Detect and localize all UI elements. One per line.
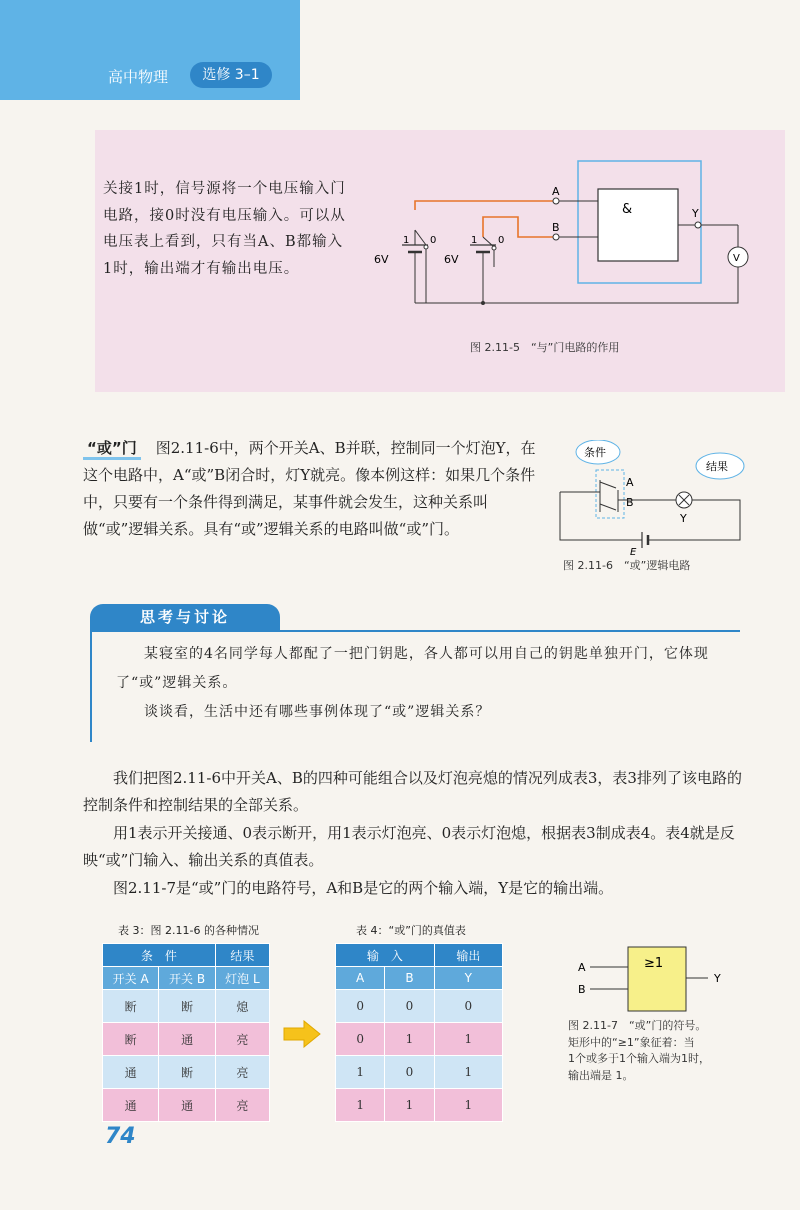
table3-cell: 断 xyxy=(159,990,215,1023)
table4-cell: 0 xyxy=(385,1056,434,1089)
table4-header: B xyxy=(385,967,434,990)
table3-group-header: 条 件 xyxy=(103,944,216,967)
or-gate-symbol-label: ≥1 xyxy=(644,956,664,971)
or-gate-symbol-figure xyxy=(570,945,750,1015)
or-lamp-y-label: Y xyxy=(680,512,687,525)
table4-cell: 1 xyxy=(336,1056,385,1089)
caption-line: 1个或多于1个输入端为1时， xyxy=(568,1052,710,1065)
table4-cell: 0 xyxy=(434,990,502,1023)
table4-group-header: 输 入 xyxy=(336,944,435,967)
table4-cell: 1 xyxy=(336,1089,385,1122)
or-switch-a-label: A xyxy=(626,476,634,489)
table4-header: A xyxy=(336,967,385,990)
body-paragraph-3: 图2.11-7是“或”门的电路符号，A和B是它的两个输入端，Y是它的输出端。 xyxy=(113,879,614,897)
table3-cell: 断 xyxy=(159,1056,215,1089)
caption-line: 图 2.11-7 “或”门的符号。 xyxy=(568,1019,707,1032)
and-gate-symbol: & xyxy=(622,202,633,217)
table4-cell: 1 xyxy=(434,1023,502,1056)
switch-1-off-label: 0 xyxy=(430,235,437,246)
table-row xyxy=(336,1056,503,1089)
table4-cell: 1 xyxy=(385,1023,434,1056)
table4-caption: 表 4：“或”门的真值表 xyxy=(356,924,466,937)
and-input-b-label: B xyxy=(552,221,560,234)
table4-cell: 0 xyxy=(336,990,385,1023)
caption-line: 矩形中的“≥1”象征着：当 xyxy=(568,1035,695,1049)
or-logic-circuit-figure xyxy=(550,440,755,570)
page-number: 74 xyxy=(105,1124,136,1149)
table-row xyxy=(103,990,270,1023)
result-bubble-label: 结果 xyxy=(706,460,728,473)
think-discuss-title: 思考与讨论 xyxy=(90,604,280,630)
or-gate-text: 图2.11-6中，两个开关A、B并联，控制同一个灯泡Y，在这个电路中，A“或”B闭合时，灯Y就亮。像本例这样：如果几个条件中，只要有一个条件得到满足，某事件就会发生，这种关系叫做“或”逻辑关系。具有“或”逻辑关系的电路叫做“或”门。 xyxy=(83,439,536,538)
table4-cell: 1 xyxy=(434,1056,502,1089)
or-gate-term: “或”门 xyxy=(83,439,141,460)
voltmeter-label: V xyxy=(733,253,740,264)
and-input-a-label: A xyxy=(552,185,560,198)
think-paragraph-2: 谈谈看，生活中还有哪些事例体现了“或”逻辑关系？ xyxy=(144,704,491,720)
body-paragraph-1: 我们把图2.11-6中开关A、B的四种可能组合以及灯泡亮熄的情况列成表3，表3排列了该电路的控制条件和控制结果的全部关系。 xyxy=(83,769,742,814)
table4-header: Y xyxy=(434,967,502,990)
table3-cell: 通 xyxy=(103,1056,159,1089)
symbol-input-a-label: A xyxy=(578,961,586,974)
fig-and-caption: 图 2.11-5 “与”门电路的作用 xyxy=(470,341,620,354)
table3-cell: 通 xyxy=(103,1089,159,1122)
table3-header: 开关 A xyxy=(103,967,159,990)
table-row xyxy=(336,1089,503,1122)
caption-line: 输出端是 1。 xyxy=(568,1068,634,1082)
right-arrow-icon xyxy=(282,1020,322,1048)
symbol-output-y-label: Y xyxy=(714,972,721,985)
table3-header: 灯泡 L xyxy=(215,967,269,990)
table3-cell: 亮 xyxy=(215,1089,269,1122)
body-paragraph-2: 用1表示开关接通、0表示断开，用1表示灯泡亮、0表示灯泡熄，根据表3制成表4。表4就是反映“或”门输入、输出关系的真值表。 xyxy=(83,824,735,869)
table3-cell: 断 xyxy=(103,990,159,1023)
or-gate-paragraph xyxy=(83,435,538,543)
table3-cell: 通 xyxy=(159,1089,215,1122)
switch-2-on-label: 1 xyxy=(471,235,478,246)
symbol-input-b-label: B xyxy=(578,983,586,996)
table4-group-header: 输出 xyxy=(434,944,502,967)
switch-1-on-label: 1 xyxy=(403,235,410,246)
and-output-y-label: Y xyxy=(692,207,699,220)
table3-cell: 通 xyxy=(159,1023,215,1056)
table-row xyxy=(336,990,503,1023)
table3-caption: 表 3：图 2.11-6 的各种情况 xyxy=(118,924,259,937)
battery-2-label: 6V xyxy=(444,253,459,266)
table-row xyxy=(103,1089,270,1122)
table3 xyxy=(102,943,270,1122)
condition-bubble-label: 条件 xyxy=(584,446,606,459)
or-switch-b-label: B xyxy=(626,496,634,509)
table-row xyxy=(336,1023,503,1056)
table4 xyxy=(335,943,503,1122)
and-gate-circuit-figure xyxy=(370,155,770,315)
volume-badge: 选修 3–1 xyxy=(190,62,272,88)
book-title: 高中物理 xyxy=(108,68,169,86)
table3-cell: 断 xyxy=(103,1023,159,1056)
table3-header: 开关 B xyxy=(159,967,215,990)
think-paragraph-1: 某寝室的4名同学每人都配了一把门钥匙，各人都可以用自己的钥匙单独开门，它体现了“或”逻辑关系。 xyxy=(116,646,709,691)
table4-cell: 1 xyxy=(434,1089,502,1122)
battery-1-label: 6V xyxy=(374,253,389,266)
table3-cell: 亮 xyxy=(215,1056,269,1089)
table3-group-header: 结果 xyxy=(215,944,269,967)
table-row xyxy=(103,1023,270,1056)
switch-2-off-label: 0 xyxy=(498,235,505,246)
table3-cell: 亮 xyxy=(215,1023,269,1056)
table3-cell: 熄 xyxy=(215,990,269,1023)
table4-cell: 0 xyxy=(336,1023,385,1056)
fig-symbol-caption xyxy=(568,1018,768,1084)
think-discuss-box xyxy=(90,630,740,742)
table4-cell: 1 xyxy=(385,1089,434,1122)
fig-or-caption: 图 2.11-6 “或”逻辑电路 xyxy=(563,559,691,572)
or-battery-e-label: E xyxy=(630,547,637,558)
intro-text: 关接1时，信号源将一个电压输入门电路，接0时没有电压输入。可以从电压表上看到，只有当A、B都输入1时，输出端才有输出电压。 xyxy=(103,181,346,277)
table-row xyxy=(103,1056,270,1089)
table4-cell: 0 xyxy=(385,990,434,1023)
